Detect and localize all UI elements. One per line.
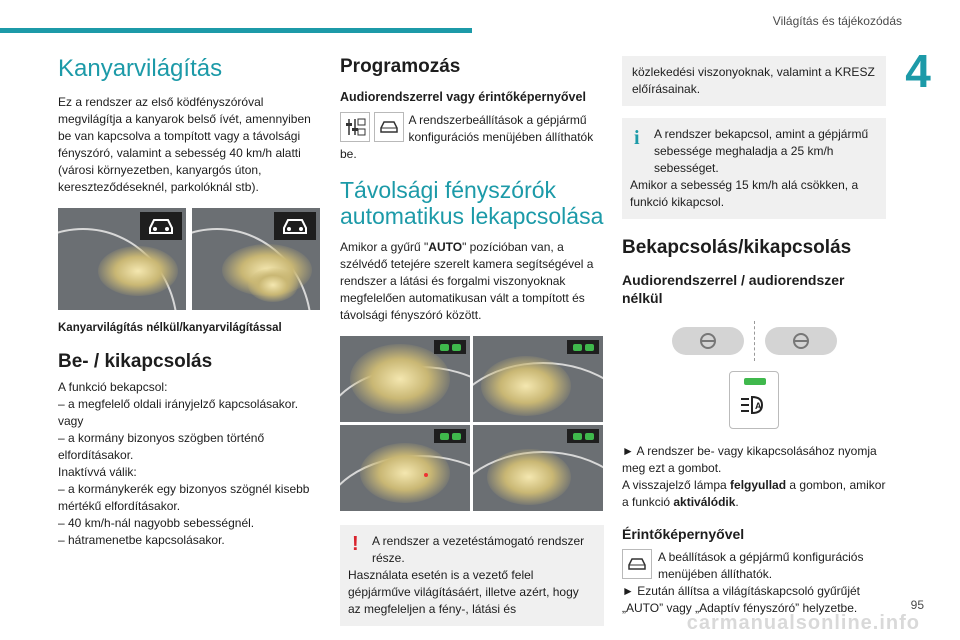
car-settings-icon <box>374 112 404 142</box>
onoff-list <box>58 379 320 549</box>
touchscreen-text: A beállítások a gépjármű konfigurációs menüjében állíthatók. <box>658 550 864 581</box>
onoff-line: – a kormány bizonyos szögben történő elfordításakor. <box>58 431 265 462</box>
illustration-without-cornering <box>58 208 186 310</box>
indicator-lamp <box>744 378 766 385</box>
column-1 <box>58 56 320 549</box>
chapter-number: 4 <box>905 45 931 97</box>
steering-wheel-illustrations <box>622 321 886 361</box>
onoff-line: Inaktívvá válik: <box>58 465 137 479</box>
car-front-icon <box>140 212 182 240</box>
intro-paragraph: Ez a rendszer az első ködfényszóróval megvilágítja a kanyarok belső ívét, amennyiben be van kapcsolva a tompított vagy a távolsági fényszóró, valamint a sebesség 40 km/h alatti (városi környezetben, kanyargós úton, kereszteződéseknél, parkolóknál stb). <box>58 95 311 194</box>
programming-block <box>340 112 604 163</box>
cornering-light-illustrations <box>58 208 320 310</box>
highbeam-illustrations <box>340 336 604 511</box>
svg-text:A: A <box>755 401 762 411</box>
car-settings-icon <box>622 549 652 579</box>
continued-warning-box <box>622 56 886 106</box>
illustration-highbeam-2 <box>473 336 603 422</box>
touchscreen-subheading: Érintőképernyővel <box>622 526 745 542</box>
onoff-line: – hátramenetbe kapcsolásakor. <box>58 533 225 547</box>
onoff-heading: Be- / kikapcsolás <box>58 351 213 372</box>
headlight-indicator-icon <box>434 340 466 354</box>
steering-wheel-icon <box>765 327 837 355</box>
headlight-indicator-icon <box>567 429 599 443</box>
continued-warning-text: közlekedési viszonyoknak, valamint a KRESZ előírásainak. <box>632 65 875 96</box>
watermark-url: carmanualsonline.info <box>686 612 920 634</box>
programming-text: A rendszerbeállítások a gépjármű konfigurációs menüjében állíthatók be. <box>340 113 594 161</box>
info-box <box>622 118 886 219</box>
column-2 <box>340 56 604 626</box>
steering-wheel-icon <box>672 327 744 355</box>
onoff-line: A funkció bekapcsol: <box>58 380 168 394</box>
warning-text: Használata esetén is a vezető felel gépjárműve világításáért, illetve azért, hogy az megfeleljen a fény-, látási és <box>348 568 579 616</box>
page-number: 95 <box>910 598 924 612</box>
running-title: Világítás és tájékozódás <box>772 14 902 28</box>
warning-icon: ! <box>352 533 359 555</box>
lamp-description: A visszajelző lámpa felgyullad a gombon, amikor a funkció aktiválódik. <box>622 478 886 509</box>
illustration-highbeam-3 <box>340 425 470 511</box>
settings-sliders-icon <box>340 112 370 142</box>
onoff-line: vagy <box>58 414 84 428</box>
info-icon: i <box>634 127 640 149</box>
illustration-highbeam-1 <box>340 336 470 422</box>
final-instruction: ► Ezután állítsa a világításkapcsoló gyűrűjét „AUTO” vagy „Adaptív fényszóró” helyzetbe. <box>622 584 861 615</box>
illustration-with-cornering <box>192 208 320 310</box>
touchscreen-block <box>622 549 886 617</box>
auto-highbeam-icon <box>740 394 770 418</box>
auto-highbeam-button[interactable] <box>729 371 779 429</box>
illustration-caption: Kanyarvilágítás nélkül/kanyarvilágítással <box>58 322 282 334</box>
info-first: A rendszer bekapcsol, amint a gépjármű sebessége meghaladja a 25 km/h sebességet. <box>654 127 869 175</box>
audio-subheading: Audiorendszerrel / audiorendszer nélkül <box>622 272 845 306</box>
onoff-heading-2: Bekapcsolás/kikapcsolás <box>622 237 852 258</box>
onoff-line: – a kormánykerék egy bizonyos szögnél kisebb mértékű elfordításakor. <box>58 482 310 513</box>
auto-highbeam-text: Amikor a gyűrű "AUTO" pozícióban van, a szélvédő tetejére szerelt kamera segítségével a rendszer a látási és forgalmi viszonyoknak megfelelően automatikusan vált a tompított és távolsági fényszóró között. <box>340 240 594 322</box>
illustration-highbeam-4 <box>473 425 603 511</box>
onoff-line: – a megfelelő oldali irányjelző kapcsolásakor. <box>58 397 299 411</box>
top-accent-bar <box>0 28 472 33</box>
section-title: Kanyarvilágítás <box>58 55 223 82</box>
column-3 <box>622 56 886 617</box>
programming-heading: Programozás <box>340 56 461 77</box>
auto-highbeam-heading: Távolsági fényszórók automatikus lekapcsolása <box>340 177 604 229</box>
warning-first-line: A rendszer a vezetéstámogató rendszer része. <box>372 534 585 565</box>
warning-box <box>340 525 604 626</box>
onoff-line: – 40 km/h-nál nagyobb sebességnél. <box>58 516 255 530</box>
headlight-indicator-icon <box>567 340 599 354</box>
press-instruction: ► A rendszer be- vagy kikapcsolásához nyomja meg ezt a gombot. <box>622 444 877 475</box>
info-rest: Amikor a sebesség 15 km/h alá csökken, a funkció kikapcsol. <box>630 178 859 209</box>
headlight-indicator-icon <box>434 429 466 443</box>
programming-subheading: Audiorendszerrel vagy érintőképernyővel <box>340 90 586 104</box>
car-front-icon <box>274 212 316 240</box>
